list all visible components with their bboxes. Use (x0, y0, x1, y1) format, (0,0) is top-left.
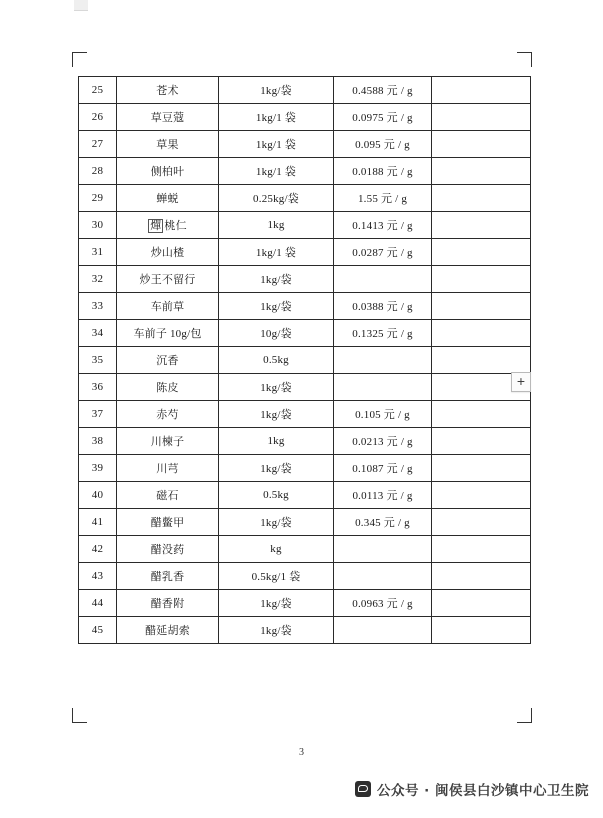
cell-note (432, 401, 531, 428)
cell-note (432, 104, 531, 131)
table-row (79, 563, 531, 590)
cell-note (432, 185, 531, 212)
table-row (79, 131, 531, 158)
cell-price: 0.0188 元 / g (334, 158, 432, 185)
cell-price: 0.1087 元 / g (334, 455, 432, 482)
cell-note (432, 320, 531, 347)
cell-index: 28 (79, 158, 117, 185)
cell-price: 1.55 元 / g (334, 185, 432, 212)
cell-item-name: 炒山楂 (117, 239, 219, 266)
cell-spec: 1kg/1 袋 (219, 239, 334, 266)
table-row (79, 239, 531, 266)
cell-item-name: 醋没药 (117, 536, 219, 563)
cell-price: 0.105 元 / g (334, 401, 432, 428)
table-row (79, 509, 531, 536)
table-row (79, 212, 531, 239)
cell-price: 0.0963 元 / g (334, 590, 432, 617)
cell-note (432, 347, 531, 374)
cell-spec: 0.25kg/袋 (219, 185, 334, 212)
table-row (79, 590, 531, 617)
cell-note (432, 239, 531, 266)
cell-item-name-rest: 桃仁 (164, 219, 187, 232)
wechat-icon (355, 781, 371, 797)
table-row (79, 374, 531, 401)
cell-price: 0.0388 元 / g (334, 293, 432, 320)
cell-price (334, 266, 432, 293)
cell-item-name: 川楝子 (117, 428, 219, 455)
cell-spec: 0.5kg (219, 482, 334, 509)
cell-price: 0.345 元 / g (334, 509, 432, 536)
highlighted-glyph: 燀 (150, 219, 162, 232)
table-row (79, 293, 531, 320)
cell-item-name: 醋鳖甲 (117, 509, 219, 536)
cell-index: 42 (79, 536, 117, 563)
cell-price: 0.4588 元 / g (334, 77, 432, 104)
table-row (79, 536, 531, 563)
cell-spec: 10g/袋 (219, 320, 334, 347)
cell-note (432, 266, 531, 293)
cell-spec: 0.5kg (219, 347, 334, 374)
page-top-artifact (74, 0, 88, 11)
cell-spec: 1kg (219, 428, 334, 455)
cell-note (432, 158, 531, 185)
cell-spec: 1kg/袋 (219, 455, 334, 482)
cell-item-name: 草果 (117, 131, 219, 158)
cell-price (334, 563, 432, 590)
table-row (79, 266, 531, 293)
cell-item-name: 草豆蔻 (117, 104, 219, 131)
cell-index: 43 (79, 563, 117, 590)
cell-index: 40 (79, 482, 117, 509)
cell-spec: 1kg/袋 (219, 590, 334, 617)
cell-note (432, 77, 531, 104)
cell-price: 0.0213 元 / g (334, 428, 432, 455)
cell-spec: 1kg/袋 (219, 293, 334, 320)
table-row (79, 104, 531, 131)
cell-index: 25 (79, 77, 117, 104)
price-table-container (78, 76, 505, 644)
add-row-button[interactable]: + (511, 372, 531, 392)
cell-spec: 1kg/袋 (219, 509, 334, 536)
table-row (79, 428, 531, 455)
cell-price: 0.0975 元 / g (334, 104, 432, 131)
cell-note (432, 212, 531, 239)
table-row (79, 185, 531, 212)
cell-index: 38 (79, 428, 117, 455)
cell-item-name: 赤芍 (117, 401, 219, 428)
cell-index: 34 (79, 320, 117, 347)
cell-item-name: 蝉蜕 (117, 185, 219, 212)
cell-item-name: 苍术 (117, 77, 219, 104)
cell-index: 29 (79, 185, 117, 212)
cell-index: 32 (79, 266, 117, 293)
cell-spec: 1kg/袋 (219, 617, 334, 644)
cell-item-name: 陈皮 (117, 374, 219, 401)
footer-watermark-text: 公众号 · 闽侯县白沙镇中心卫生院 (376, 783, 589, 799)
cell-item-name: 磁石 (117, 482, 219, 509)
cell-note (432, 131, 531, 158)
cell-index: 44 (79, 590, 117, 617)
cell-index: 27 (79, 131, 117, 158)
table-row (79, 77, 531, 104)
cell-index: 30 (79, 212, 117, 239)
cell-item-name (117, 212, 219, 239)
cell-index: 45 (79, 617, 117, 644)
cell-item-name: 沉香 (117, 347, 219, 374)
footer-watermark (355, 779, 589, 799)
cell-spec: 1kg (219, 212, 334, 239)
cell-item-name: 醋香附 (117, 590, 219, 617)
cell-spec: 1kg/袋 (219, 401, 334, 428)
cell-note (432, 293, 531, 320)
cell-item-name: 川芎 (117, 455, 219, 482)
cell-index: 31 (79, 239, 117, 266)
cell-item-name: 车前子 10g/包 (117, 320, 219, 347)
cell-index: 37 (79, 401, 117, 428)
table-row (79, 347, 531, 374)
cell-note (432, 428, 531, 455)
cell-price: 0.1325 元 / g (334, 320, 432, 347)
cell-index: 36 (79, 374, 117, 401)
table-row (79, 617, 531, 644)
cell-item-name: 车前草 (117, 293, 219, 320)
table-row (79, 320, 531, 347)
cell-spec: 0.5kg/1 袋 (219, 563, 334, 590)
cell-index: 33 (79, 293, 117, 320)
crop-mark-top-left (72, 52, 87, 67)
cell-note (432, 455, 531, 482)
cell-spec: kg (219, 536, 334, 563)
cell-spec: 1kg/袋 (219, 374, 334, 401)
cell-note (432, 617, 531, 644)
cell-item-name: 醋延胡索 (117, 617, 219, 644)
cell-price (334, 374, 432, 401)
cell-price: 0.095 元 / g (334, 131, 432, 158)
table-row (79, 158, 531, 185)
table-row (79, 455, 531, 482)
cell-item-name: 侧柏叶 (117, 158, 219, 185)
cell-price (334, 536, 432, 563)
page-number: 3 (299, 747, 304, 758)
cell-item-name: 炒王不留行 (117, 266, 219, 293)
cell-spec: 1kg/1 袋 (219, 131, 334, 158)
cell-price: 0.1413 元 / g (334, 212, 432, 239)
cell-note (432, 482, 531, 509)
table-row (79, 482, 531, 509)
cell-index: 41 (79, 509, 117, 536)
cell-note (432, 509, 531, 536)
cell-note (432, 590, 531, 617)
cell-note (432, 536, 531, 563)
cell-note (432, 563, 531, 590)
crop-mark-top-right (517, 52, 532, 67)
table-row (79, 401, 531, 428)
price-table (78, 76, 531, 644)
cell-spec: 1kg/袋 (219, 77, 334, 104)
cell-index: 26 (79, 104, 117, 131)
crop-mark-bottom-left (72, 708, 87, 723)
cell-price: 0.0287 元 / g (334, 239, 432, 266)
cell-price: 0.0113 元 / g (334, 482, 432, 509)
cell-price (334, 617, 432, 644)
cell-spec: 1kg/袋 (219, 266, 334, 293)
cell-item-name: 醋乳香 (117, 563, 219, 590)
cell-spec: 1kg/1 袋 (219, 104, 334, 131)
cell-index: 35 (79, 347, 117, 374)
cell-index: 39 (79, 455, 117, 482)
cell-price (334, 347, 432, 374)
crop-mark-bottom-right (517, 708, 532, 723)
cell-spec: 1kg/1 袋 (219, 158, 334, 185)
